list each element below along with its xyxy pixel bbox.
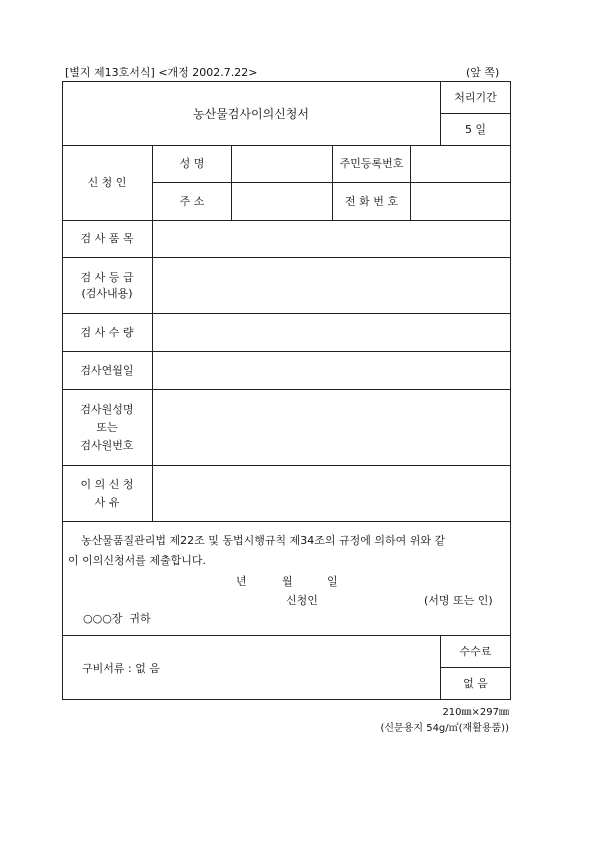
resident-number-label: 주민등록번호 (339, 157, 404, 170)
inspection-grade-label-line1: 검 사 등 급 (80, 270, 134, 284)
statement-line1: 농산물품질관리법 제22조 및 동법시행규칙 제34조의 규정에 의하여 위와 같 (81, 534, 446, 547)
address-field[interactable] (232, 183, 332, 220)
page-side-label: (앞 쪽) (466, 66, 500, 79)
processing-period-value: 5 일 (464, 122, 487, 136)
required-documents: 구비서류 : 없 음 (82, 661, 160, 675)
name-label: 성 명 (179, 157, 205, 170)
inspection-quantity-field[interactable] (153, 314, 510, 351)
inspection-item-label: 검 사 품 목 (80, 232, 134, 245)
inspector-label-line2: 또는 (96, 420, 118, 434)
address-label: 주 소 (179, 194, 205, 208)
date-month: 월 (282, 575, 293, 588)
objection-reason-field[interactable] (153, 466, 510, 521)
objection-reason-label-line2: 사 유 (94, 495, 120, 509)
inspection-date-label: 검사연월일 (80, 363, 134, 377)
inspection-grade-label (62, 258, 152, 313)
applicant-label: 신 청 인 (87, 176, 127, 189)
date-year: 년 (236, 575, 247, 588)
addressee: ○○○장 귀하 (83, 612, 151, 625)
inspector-label-line3: 검사원번호 (80, 438, 134, 452)
sign-note: (서명 또는 인) (424, 594, 493, 607)
table-bottom-border (62, 699, 511, 700)
fee-value: 없 음 (463, 676, 488, 690)
processing-period-label: 처리기간 (454, 90, 497, 104)
inspection-grade-label-line2: (검사내용) (81, 286, 133, 300)
inspection-grade-field[interactable] (153, 258, 510, 313)
objection-reason-label (62, 466, 152, 521)
inspector-field[interactable] (153, 390, 510, 465)
inspector-label (62, 390, 152, 465)
resident-number-field[interactable] (411, 146, 510, 182)
phone-label: 전 화 번 호 (345, 194, 398, 208)
inspection-item-field[interactable] (153, 221, 510, 257)
objection-reason-label-line1: 이 의 신 청 (80, 477, 134, 491)
paper-size: 210㎜×297㎜ (442, 707, 509, 718)
statement-line2: 이 이의신청서를 제출합니다. (68, 554, 207, 567)
row-separator (62, 521, 511, 522)
name-field[interactable] (232, 146, 332, 182)
inspection-quantity-label: 검 사 수 량 (80, 325, 134, 339)
table-right-border (510, 81, 511, 700)
inspection-date-field[interactable] (153, 352, 510, 389)
inspector-label-line1: 검사원성명 (80, 402, 134, 416)
form-title: 농산물검사이의신청서 (193, 106, 309, 121)
date-day: 일 (327, 575, 338, 588)
paper-spec: (신문용지 54g/㎡(재활용품)) (380, 723, 509, 734)
form-number: [별지 제13호서식] <개정 2002.7.22> (65, 66, 258, 79)
fee-label: 수수료 (459, 644, 492, 658)
phone-field[interactable] (411, 183, 510, 220)
applicant-sign-label: 신청인 (286, 594, 318, 607)
